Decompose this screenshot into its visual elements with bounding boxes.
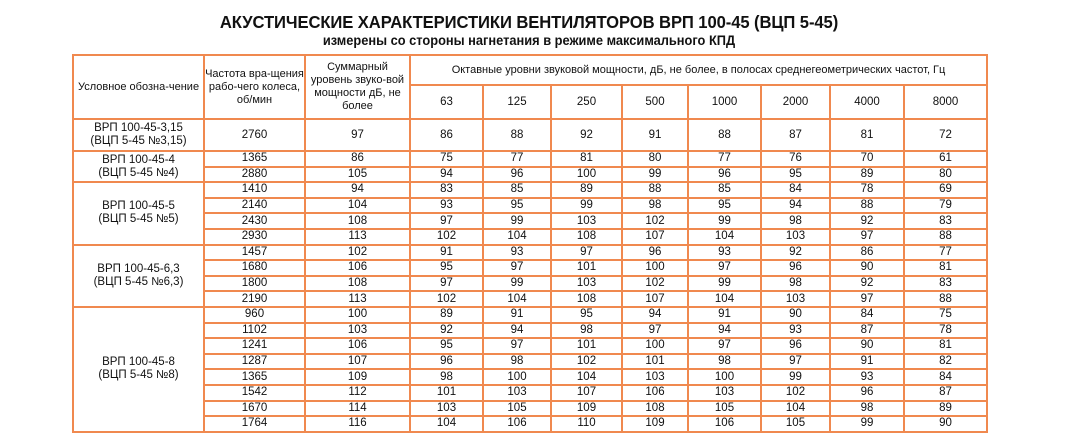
band-level-cell: 107 [622,229,688,245]
model-cell [73,182,204,244]
band-level-cell: 77 [688,151,761,167]
rpm-cell: 1365 [204,151,305,167]
band-level-cell: 100 [622,338,688,354]
band-level-cell: 102 [622,213,688,229]
total-power-cell: 108 [305,276,410,292]
band-level-cell: 94 [410,167,483,183]
band-level-cell: 80 [904,167,987,183]
band-level-cell: 89 [904,401,987,417]
band-level-cell: 103 [622,369,688,385]
band-level-cell: 77 [483,151,551,167]
band-level-cell: 89 [410,307,483,323]
band-level-cell: 94 [483,323,551,339]
table-row [73,401,987,417]
band-level-cell: 106 [688,416,761,432]
header-freq-4000: 4000 [830,85,904,119]
total-power-cell: 102 [305,245,410,261]
band-level-cell: 90 [761,307,830,323]
model-name: ВРП 100-45-8 [102,356,175,369]
band-level-cell: 97 [551,245,622,261]
band-level-cell: 88 [483,119,551,151]
rpm-cell: 2760 [204,119,305,151]
band-level-cell: 103 [688,385,761,401]
band-level-cell: 93 [483,245,551,261]
rpm-cell: 2880 [204,167,305,183]
band-level-cell: 103 [551,213,622,229]
band-level-cell: 89 [830,167,904,183]
model-cell [73,151,204,182]
model-cell [73,307,204,432]
band-level-cell: 102 [410,229,483,245]
header-total-power: Суммарный уровень звуко-вой мощности дБ, не более [305,55,410,119]
band-level-cell: 88 [904,229,987,245]
band-level-cell: 72 [904,119,987,151]
band-level-cell: 95 [483,198,551,214]
band-level-cell: 103 [761,229,830,245]
band-level-cell: 103 [410,401,483,417]
band-level-cell: 92 [830,213,904,229]
rpm-cell: 1764 [204,416,305,432]
band-level-cell: 95 [688,198,761,214]
band-level-cell: 102 [551,354,622,370]
band-level-cell: 97 [410,276,483,292]
band-level-cell: 86 [410,119,483,151]
band-level-cell: 93 [688,245,761,261]
table-row [73,354,987,370]
band-level-cell: 98 [551,323,622,339]
band-level-cell: 84 [830,307,904,323]
band-level-cell: 105 [483,401,551,417]
band-level-cell: 104 [410,416,483,432]
band-level-cell: 107 [551,385,622,401]
band-level-cell: 103 [761,291,830,307]
table-row [73,338,987,354]
model-cell [73,245,204,307]
band-level-cell: 96 [410,354,483,370]
band-level-cell: 90 [830,260,904,276]
band-level-cell: 105 [761,416,830,432]
band-level-cell: 70 [830,151,904,167]
band-level-cell: 102 [761,385,830,401]
band-level-cell: 103 [551,276,622,292]
table-row [73,213,987,229]
band-level-cell: 79 [904,198,987,214]
rpm-cell: 2930 [204,229,305,245]
rpm-cell: 1102 [204,323,305,339]
band-level-cell: 97 [410,213,483,229]
band-level-cell: 92 [551,119,622,151]
total-power-cell: 97 [305,119,410,151]
band-level-cell: 90 [904,416,987,432]
rpm-cell: 2430 [204,213,305,229]
band-level-cell: 97 [688,338,761,354]
band-level-cell: 93 [761,323,830,339]
band-level-cell: 97 [830,291,904,307]
band-level-cell: 103 [483,385,551,401]
model-name: ВРП 100-45-4 [102,153,175,166]
total-power-cell: 109 [305,369,410,385]
model-name: ВРП 100-45-3,15 [94,122,183,134]
band-level-cell: 75 [904,307,987,323]
band-level-cell: 97 [688,260,761,276]
total-power-cell: 106 [305,338,410,354]
band-level-cell: 101 [551,260,622,276]
band-level-cell: 91 [622,119,688,151]
rpm-cell: 960 [204,307,305,323]
band-level-cell: 97 [483,338,551,354]
total-power-cell: 116 [305,416,410,432]
total-power-cell: 106 [305,260,410,276]
table-row [73,385,987,401]
header-freq-250: 250 [551,85,622,119]
table-row [73,167,987,183]
band-level-cell: 89 [551,182,622,198]
band-level-cell: 97 [830,229,904,245]
band-level-cell: 78 [904,323,987,339]
total-power-cell: 112 [305,385,410,401]
band-level-cell: 94 [622,307,688,323]
rpm-cell: 1365 [204,369,305,385]
rpm-cell: 1680 [204,260,305,276]
header-freq-125: 125 [483,85,551,119]
band-level-cell: 110 [551,416,622,432]
band-level-cell: 98 [761,276,830,292]
header-freq-8000: 8000 [904,85,987,119]
band-level-cell: 106 [622,385,688,401]
band-level-cell: 99 [761,369,830,385]
table-row [73,151,987,167]
band-level-cell: 92 [830,276,904,292]
table-row [73,307,987,323]
band-level-cell: 85 [483,182,551,198]
band-level-cell: 96 [622,245,688,261]
total-power-cell: 113 [305,291,410,307]
band-level-cell: 96 [688,167,761,183]
band-level-cell: 61 [904,151,987,167]
band-level-cell: 82 [904,354,987,370]
rpm-cell: 1287 [204,354,305,370]
table-row [73,245,987,261]
band-level-cell: 77 [904,245,987,261]
band-level-cell: 101 [551,338,622,354]
band-level-cell: 80 [622,151,688,167]
band-level-cell: 83 [904,213,987,229]
band-level-cell: 100 [483,369,551,385]
band-level-cell: 104 [483,229,551,245]
model-name: ВРП 100-45-5 [102,200,175,213]
rpm-cell: 2140 [204,198,305,214]
band-level-cell: 88 [904,291,987,307]
band-level-cell: 97 [761,354,830,370]
band-level-cell: 98 [830,401,904,417]
band-level-cell: 108 [551,291,622,307]
band-level-cell: 104 [688,229,761,245]
band-level-cell: 91 [688,307,761,323]
band-level-cell: 96 [761,260,830,276]
band-level-cell: 83 [410,182,483,198]
band-level-cell: 104 [483,291,551,307]
band-level-cell: 102 [622,276,688,292]
band-level-cell: 81 [904,338,987,354]
table-row [73,416,987,432]
band-level-cell: 98 [483,354,551,370]
band-level-cell: 90 [830,338,904,354]
band-level-cell: 84 [761,182,830,198]
model-alias: (ВЦП 5-45 №5) [98,213,179,226]
rpm-cell: 1670 [204,401,305,417]
rpm-cell: 2190 [204,291,305,307]
table-row [73,198,987,214]
band-level-cell: 94 [761,198,830,214]
total-power-cell: 100 [305,307,410,323]
band-level-cell: 105 [688,401,761,417]
band-level-cell: 96 [761,338,830,354]
band-level-cell: 99 [483,276,551,292]
band-level-cell: 104 [688,291,761,307]
table-row [73,369,987,385]
band-level-cell: 99 [830,416,904,432]
table-row [73,291,987,307]
band-level-cell: 87 [761,119,830,151]
band-level-cell: 99 [483,213,551,229]
rpm-cell: 1410 [204,182,305,198]
band-level-cell: 107 [622,291,688,307]
rpm-cell: 1542 [204,385,305,401]
band-level-cell: 96 [483,167,551,183]
band-level-cell: 92 [761,245,830,261]
total-power-cell: 105 [305,167,410,183]
band-level-cell: 101 [410,385,483,401]
band-level-cell: 91 [830,354,904,370]
band-level-cell: 94 [688,323,761,339]
band-level-cell: 81 [551,151,622,167]
band-level-cell: 108 [622,401,688,417]
band-level-cell: 99 [688,213,761,229]
table-row [73,276,987,292]
band-level-cell: 93 [410,198,483,214]
band-level-cell: 95 [410,338,483,354]
band-level-cell: 99 [688,276,761,292]
rpm-cell: 1241 [204,338,305,354]
header-octave-levels: Октавные уровни звуковой мощности, дБ, не более, в полосах среднегеометрических частот, Гц [410,55,987,85]
band-level-cell: 98 [410,369,483,385]
band-level-cell: 101 [622,354,688,370]
table-row [73,119,987,151]
band-level-cell: 109 [622,416,688,432]
document-subtitle: измерены со стороны нагнетания в режиме максимального КПД [322,33,736,48]
document-title: АКУСТИЧЕСКИЕ ХАРАКТЕРИСТИКИ ВЕНТИЛЯТОРОВ ВРП 100-45 (ВЦП 5-45) [219,12,839,32]
band-level-cell: 95 [551,307,622,323]
band-level-cell: 99 [622,167,688,183]
band-level-cell: 100 [622,260,688,276]
table-row [73,260,987,276]
band-level-cell: 99 [551,198,622,214]
total-power-cell: 108 [305,213,410,229]
band-level-cell: 83 [904,276,987,292]
band-level-cell: 93 [830,369,904,385]
band-level-cell: 91 [410,245,483,261]
band-level-cell: 76 [761,151,830,167]
band-level-cell: 78 [830,182,904,198]
band-level-cell: 91 [483,307,551,323]
band-level-cell: 95 [410,260,483,276]
band-level-cell: 104 [551,369,622,385]
band-level-cell: 87 [904,385,987,401]
band-level-cell: 97 [622,323,688,339]
total-power-cell: 104 [305,198,410,214]
band-level-cell: 81 [904,260,987,276]
band-level-cell: 106 [483,416,551,432]
rpm-cell: 1800 [204,276,305,292]
band-level-cell: 98 [622,198,688,214]
model-alias: (ВЦП 5-45 №4) [98,166,179,179]
band-level-cell: 102 [410,291,483,307]
table-row [73,323,987,339]
header-model: Условное обозна-чение [73,55,204,119]
rpm-cell: 1457 [204,245,305,261]
total-power-cell: 107 [305,354,410,370]
acoustic-characteristics-table [72,54,988,433]
band-level-cell: 86 [830,245,904,261]
band-level-cell: 104 [761,401,830,417]
header-freq-2000: 2000 [761,85,830,119]
band-level-cell: 92 [410,323,483,339]
total-power-cell: 103 [305,323,410,339]
band-level-cell: 98 [761,213,830,229]
band-level-cell: 88 [622,182,688,198]
table-body [73,119,987,432]
band-level-cell: 95 [761,167,830,183]
header-freq-63: 63 [410,85,483,119]
band-level-cell: 88 [830,198,904,214]
model-alias: (ВЦП 5-45 №3,15) [90,135,187,147]
total-power-cell: 86 [305,151,410,167]
model-name: ВРП 100-45-6,3 [97,262,180,275]
total-power-cell: 94 [305,182,410,198]
band-level-cell: 88 [688,119,761,151]
header-rpm: Частота вра-щения рабо-чего колеса, об/мин [204,55,305,119]
band-level-cell: 69 [904,182,987,198]
model-alias: (ВЦП 5-45 №8) [98,369,179,382]
band-level-cell: 96 [830,385,904,401]
total-power-cell: 113 [305,229,410,245]
band-level-cell: 100 [551,167,622,183]
band-level-cell: 97 [483,260,551,276]
band-level-cell: 75 [410,151,483,167]
total-power-cell: 114 [305,401,410,417]
model-alias: (ВЦП 5-45 №6,3) [93,275,184,288]
band-level-cell: 87 [830,323,904,339]
band-level-cell: 100 [688,369,761,385]
band-level-cell: 85 [688,182,761,198]
band-level-cell: 109 [551,401,622,417]
band-level-cell: 81 [830,119,904,151]
table-row [73,182,987,198]
band-level-cell: 84 [904,369,987,385]
band-level-cell: 108 [551,229,622,245]
header-freq-500: 500 [622,85,688,119]
band-level-cell: 98 [688,354,761,370]
header-freq-1000: 1000 [688,85,761,119]
model-cell [73,119,204,151]
table-row [73,229,987,245]
